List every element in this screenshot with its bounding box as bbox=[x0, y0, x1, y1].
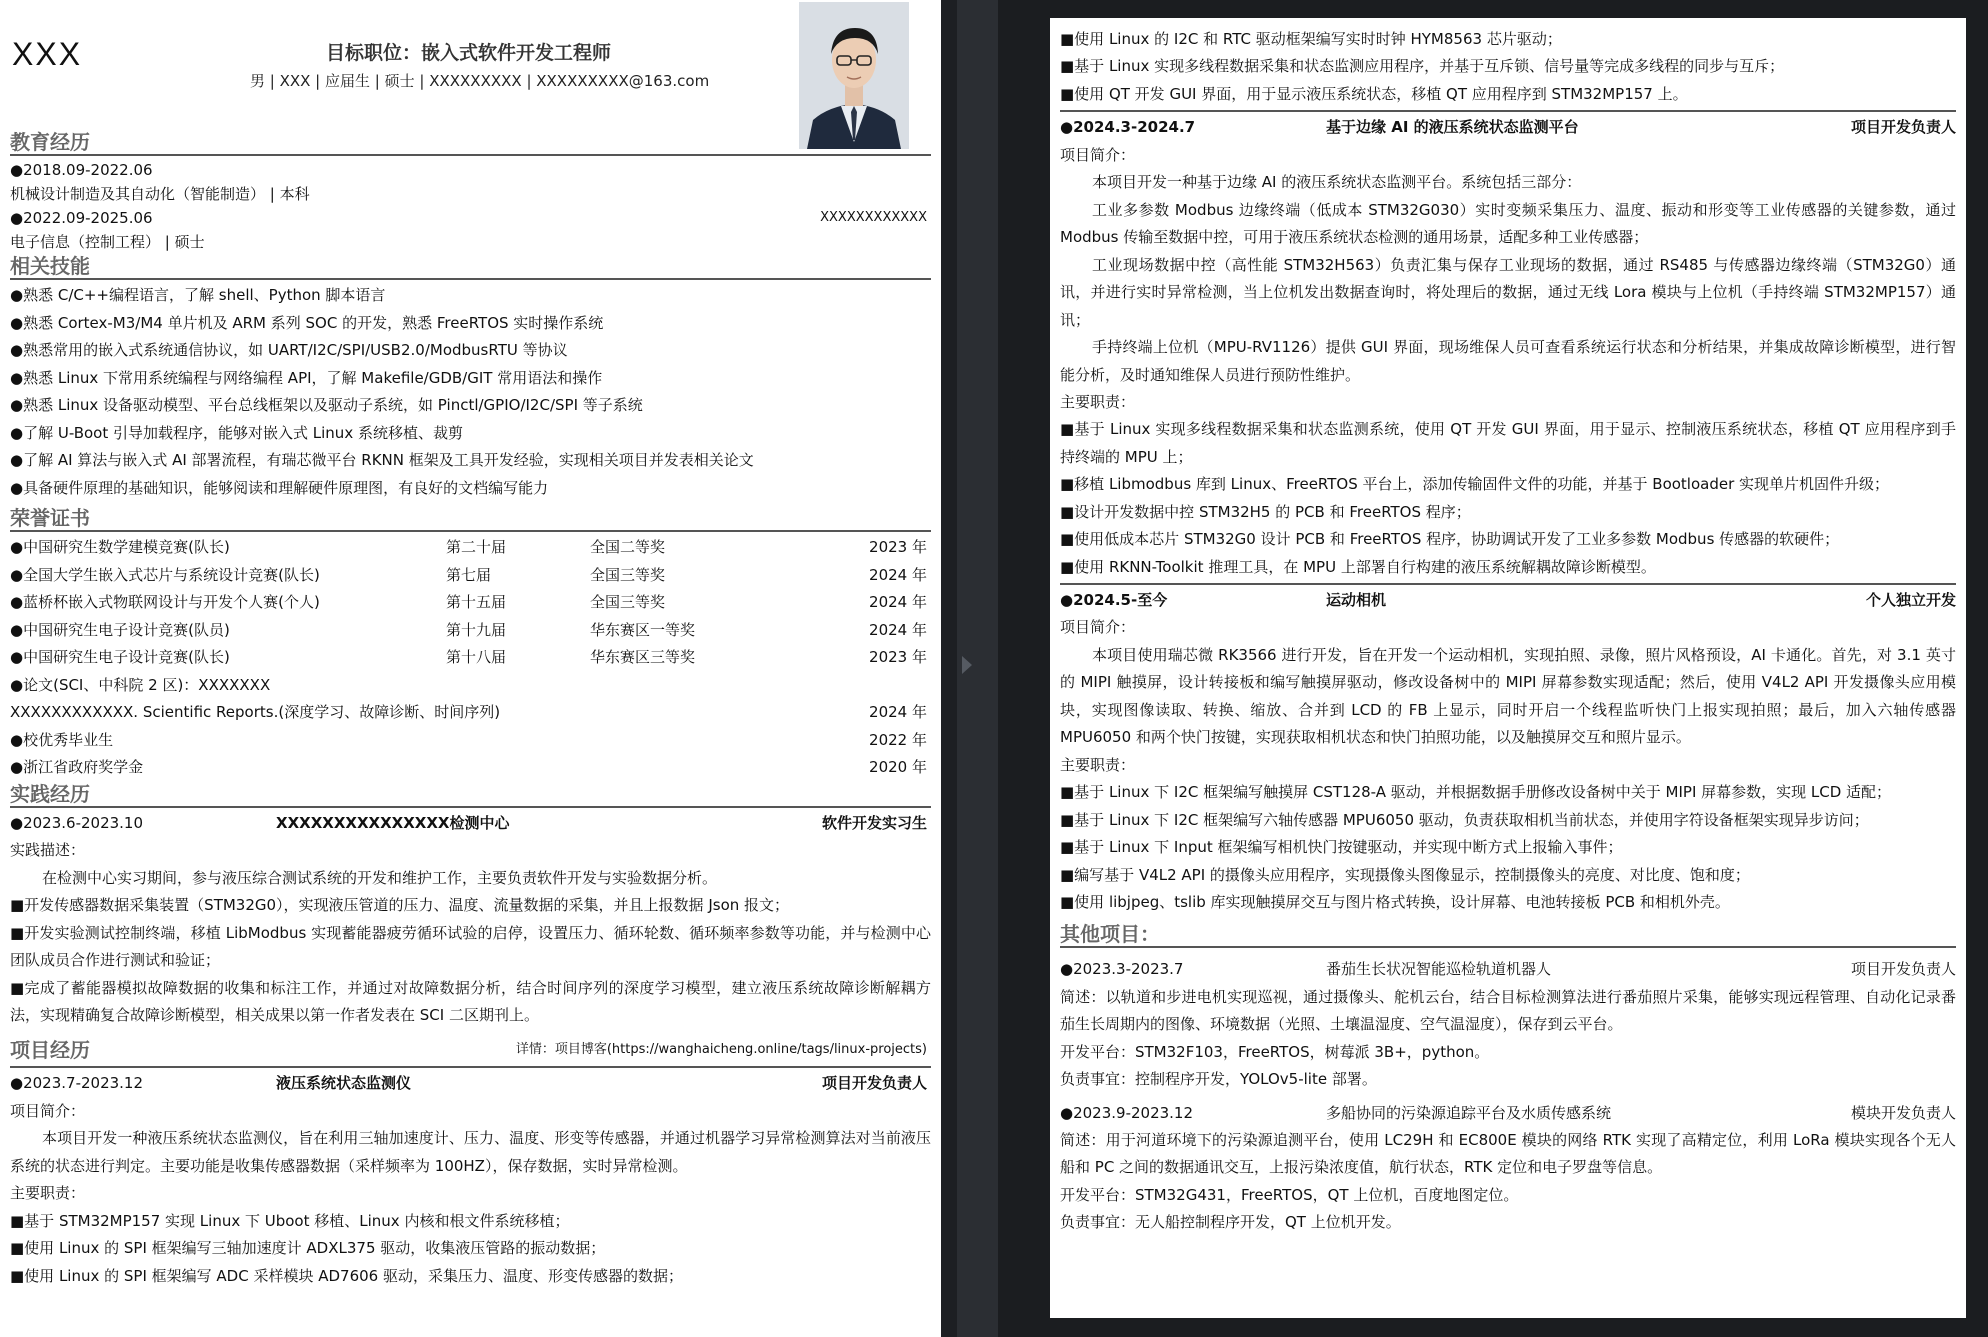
project-role: 项目开发负责人 bbox=[821, 1074, 927, 1092]
project-period: ●2024.3-2024.7 bbox=[1060, 118, 1196, 137]
divider bbox=[10, 806, 931, 808]
project-role: 个人独立开发 bbox=[1865, 591, 1956, 610]
education-major-1: 机械设计制造及其自动化（智能制造） | 本科 bbox=[10, 185, 310, 203]
honor-name: ●中国研究生电子设计竞赛(队长) bbox=[10, 648, 230, 666]
skills-section-title: 相关技能 bbox=[10, 254, 90, 278]
other-project-name: 番茄生长状况智能巡检轨道机器人 bbox=[1326, 960, 1552, 979]
project-duty: ■使用 Linux 的 SPI 框架编写三轴加速度计 ADXL375 驱动，收集液压管路的振动数据； bbox=[10, 1239, 606, 1257]
divider bbox=[1060, 583, 1956, 585]
skill-item: ●具备硬件原理的基础知识，能够阅读和理解硬件原理图，有良好的文档编写能力 bbox=[10, 478, 549, 497]
paper-heading: ●论文(SCI、中科院 2 区)：XXXXXXX bbox=[10, 675, 271, 694]
honor-row bbox=[10, 754, 931, 782]
project-duty: ■基于 Linux 下 Input 框架编写相机快门按键驱动，并实现中断方式上报输入事件； bbox=[1060, 838, 1623, 857]
honor-year: 2022 年 bbox=[869, 730, 927, 749]
project-duty: ■编写基于 V4L2 API 的摄像头应用程序，实现摄像头图像显示，控制摄像头的亮度、对比度、饱和度； bbox=[1060, 865, 1750, 884]
project-role: 项目开发负责人 bbox=[1850, 118, 1956, 137]
skill-item: ●了解 U-Boot 引导加载程序，能够对嵌入式 Linux 系统移植、裁剪 bbox=[10, 423, 463, 442]
project-intro: 本项目开发一种基于边缘 AI 的液压系统状态监测平台。系统包括三部分： bbox=[1092, 173, 1582, 192]
candidate-name: XXX bbox=[12, 36, 83, 72]
project-duty: ■使用低成本芯片 STM32G0 设计 PCB 和 FreeRTOS 程序，协助调试开发了工业多参数 Modbus 传感器的软硬件； bbox=[1060, 530, 1840, 549]
resume-page-2 bbox=[1050, 18, 1966, 1318]
honor-session: 第十九届 bbox=[446, 620, 507, 639]
other-project-header bbox=[1060, 956, 1956, 983]
target-position: 目标职位：嵌入式软件开发工程师 bbox=[326, 42, 612, 64]
project-intro-label: 项目简介： bbox=[1060, 145, 1136, 164]
honors-section-title: 荣誉证书 bbox=[10, 506, 90, 530]
practice-org: XXXXXXXXXXXXXXX检测中心 bbox=[276, 813, 510, 832]
practice-desc-label: 实践描述： bbox=[10, 841, 86, 859]
practice-desc: 在检测中心实习期间，参与液压综合测试系统的开发和维护工作，主要负责软件开发与实验数据分析。 bbox=[42, 868, 718, 887]
project-duty: ■使用 Linux 的 I2C 和 RTC 驱动框架编写实时时钟 HYM8563 芯片驱动； bbox=[1060, 30, 1562, 48]
project-intro: 本项目开发一种液压系统状态监测仪，旨在利用三轴加速度计、压力、温度、形变等传感器，并通过机器学习异常检测算法对当前液压系统的状态进行判定。主要功能是收集传感器数据（采样频率为 100HZ），保存数据，实时异常检测。 bbox=[10, 1129, 931, 1175]
honor-year: 2020 年 bbox=[869, 758, 927, 776]
project-duty: ■基于 Linux 实现多线程数据采集和状态监测系统，使用 QT 开发 GUI 界面，用于显示、控制液压系统状态，移植 QT 应用程序到手持终端的 MPU 上； bbox=[1060, 420, 1956, 466]
practice-bullet: ■开发传感器数据采集装置（STM32G0），实现液压管道的压力、温度、流量数据的采集，并且上报数据 Json 报文； bbox=[10, 896, 790, 914]
other-project-summary: 简述：以轨道和步进电机实现巡视，通过摄像头、舵机云台，结合目标检测算法进行番茄照片采集，能够实现远程管理、自动化记录番茄生长周期内的图像、环境数据（光照、土壤温湿度、空气温湿度），保存到云平台。 bbox=[1060, 987, 1956, 1034]
divider bbox=[1060, 946, 1956, 948]
projects-section-title: 项目经历 bbox=[10, 1037, 90, 1062]
divider bbox=[10, 278, 931, 280]
skill-item: ●熟悉 C/C++编程语言，了解 shell、Python 脚本语言 bbox=[10, 286, 386, 304]
project-duty: ■基于 Linux 下 I2C 框架编写六轴传感器 MPU6050 驱动，负责获取相机当前状态，并使用字符设备框架实现异步访问； bbox=[1060, 810, 1869, 829]
project-intro: 本项目使用瑞芯微 RK3566 进行开发，旨在开发一个运动相机，实现拍照、录像，照片风格预设，AI 卡通化。首先，对 3.1 英寸的 MIPI 触摸屏，设计转接板和编写触摸屏驱动，修改设备树中的 MIPI 屏幕参数实现适配；然后，使用 V4L2 API 开发摄像头应用模块，实现图像读取、转换、缩放、合并到 LCD 的 FB 上显示，同时开启一个线程监听快门上报实现拍照；最后，加入六轴传感器 MPU6050 和两个快门按键，实现获取相机状态和快门拍照功能，以及触摸屏交互和照片显示。 bbox=[1060, 645, 1956, 747]
divider bbox=[10, 154, 931, 156]
other-project-period: ●2023.3-2023.7 bbox=[1060, 960, 1184, 979]
practice-header bbox=[10, 810, 931, 838]
viewer-dark-backdrop bbox=[998, 0, 1988, 1337]
project-duty: ■设计开发数据中控 STM32H5 的 PCB 和 FreeRTOS 程序； bbox=[1060, 502, 1471, 521]
project-intro-label: 项目简介： bbox=[10, 1101, 86, 1120]
practice-period: ●2023.6-2023.10 bbox=[10, 813, 144, 832]
project-duty: ■基于 Linux 下 I2C 框架编写触摸屏 CST128-A 驱动，并根据数据手册修改设备树中关于 MIPI 屏幕参数，实现 LCD 适配； bbox=[1060, 783, 1892, 802]
project-duty-label: 主要职责： bbox=[10, 1184, 86, 1202]
honor-award: 华东赛区三等奖 bbox=[590, 648, 696, 666]
other-project-duty: 负责事宜：控制程序开发，YOLOv5-lite 部署。 bbox=[1060, 1070, 1377, 1089]
honor-session: 第二十届 bbox=[446, 538, 507, 556]
honor-row bbox=[10, 644, 931, 672]
honor-row bbox=[10, 562, 931, 590]
skill-item: ●了解 AI 算法与嵌入式 AI 部署流程，有瑞芯微平台 RKNN 框架及工具开发经验，实现相关项目并发表相关论文 bbox=[10, 451, 754, 469]
project-header bbox=[1060, 587, 1956, 614]
project-header bbox=[1060, 114, 1956, 141]
honor-award: 全国二等奖 bbox=[590, 538, 666, 556]
honor-name: ●中国研究生电子设计竞赛(队员) bbox=[10, 620, 230, 639]
profile-photo bbox=[799, 2, 909, 149]
project-intro: 工业多参数 Modbus 边缘终端（低成本 STM32G030）实时变频采集压力、温度、振动和形变等工业传感器的关键参数，通过 Modbus 传输至数据中控，可用于液压系统状态检测的通用场景，适配多种工业传感器； bbox=[1060, 200, 1956, 247]
divider bbox=[10, 530, 931, 532]
education-school-2: XXXXXXXXXXXX bbox=[820, 210, 927, 225]
project-period: ●2023.7-2023.12 bbox=[10, 1074, 144, 1092]
project-name: 基于边缘 AI 的液压系统状态监测平台 bbox=[1326, 118, 1579, 137]
projects-title-row bbox=[10, 1034, 931, 1067]
divider bbox=[10, 1066, 931, 1068]
education-period-1: ●2018.09-2022.06 bbox=[10, 161, 153, 179]
education-section-title: 教育经历 bbox=[10, 130, 90, 154]
project-duty-label: 主要职责： bbox=[1060, 393, 1136, 412]
honor-name: ●浙江省政府奖学金 bbox=[10, 758, 144, 776]
honor-name: ●校优秀毕业生 bbox=[10, 730, 114, 749]
project-blog-link[interactable]: 详情：项目博客(https://wanghaicheng.online/tags/linux-projects) bbox=[515, 1041, 927, 1057]
project-intro-label: 项目简介： bbox=[1060, 618, 1136, 637]
other-project-name: 多船协同的污染源追踪平台及水质传感系统 bbox=[1326, 1103, 1612, 1122]
project-duty: ■使用 QT 开发 GUI 界面，用于显示液压系统状态，移植 QT 应用程序到 STM32MP157 上。 bbox=[1060, 84, 1688, 103]
honor-year: 2023 年 bbox=[869, 648, 927, 666]
honor-row bbox=[10, 534, 931, 562]
project-duty: ■使用 libjpeg、tslib 库实现触摸屏交互与图片格式转换，设计屏幕、电池转接板 PCB 和相机外壳。 bbox=[1060, 892, 1730, 911]
paper-year: 2024 年 bbox=[869, 703, 927, 721]
honor-session: 第十五届 bbox=[446, 593, 507, 611]
honor-award: 华东赛区一等奖 bbox=[590, 620, 696, 639]
other-project-role: 项目开发负责人 bbox=[1850, 960, 1956, 979]
other-project-header bbox=[1060, 1100, 1956, 1127]
honor-row bbox=[10, 727, 931, 755]
honor-year: 2023 年 bbox=[869, 538, 927, 556]
project-intro: 手持终端上位机（MPU-RV1126）提供 GUI 界面，现场维保人员可查看系统运行状态和分析结果，并集成故障诊断模型，进行智能分析，及时通知维保人员进行预防性维护。 bbox=[1060, 338, 1956, 384]
honor-award: 全国三等奖 bbox=[590, 565, 666, 584]
project-duty: ■基于 STM32MP157 实现 Linux 下 Uboot 移植、Linux 内核和根文件系统移植； bbox=[10, 1211, 570, 1230]
other-project-platform: 开发平台：STM32G431，FreeRTOS，QT 上位机，百度地图定位。 bbox=[1060, 1185, 1519, 1204]
project-period: ●2024.5-至今 bbox=[1060, 591, 1168, 610]
practice-role: 软件开发实习生 bbox=[821, 813, 927, 832]
honor-year: 2024 年 bbox=[869, 620, 927, 639]
skill-item: ●熟悉 Cortex-M3/M4 单片机及 ARM 系列 SOC 的开发，熟悉 FreeRTOS 实时操作系统 bbox=[10, 313, 604, 332]
other-project-role: 模块开发负责人 bbox=[1850, 1103, 1956, 1122]
project-header bbox=[10, 1070, 931, 1098]
honor-award: 全国三等奖 bbox=[590, 593, 666, 611]
other-project-period: ●2023.9-2023.12 bbox=[1060, 1103, 1194, 1122]
honor-year: 2024 年 bbox=[869, 593, 927, 611]
skill-item: ●熟悉常用的嵌入式系统通信协议，如 UART/I2C/SPI/USB2.0/ModbusRTU 等协议 bbox=[10, 341, 568, 359]
paper-row bbox=[10, 699, 931, 727]
education-entry-2 bbox=[10, 206, 931, 230]
project-name: 运动相机 bbox=[1326, 591, 1387, 610]
honor-row bbox=[10, 589, 931, 617]
honor-row bbox=[10, 617, 931, 645]
honor-name: ●全国大学生嵌入式芯片与系统设计竞赛(队长) bbox=[10, 565, 320, 584]
skill-item: ●熟悉 Linux 下常用系统编程与网络编程 API，了解 Makefile/GDB/GIT 常用语法和操作 bbox=[10, 368, 603, 387]
paper-citation: XXXXXXXXXXXX. Scientific Reports.(深度学习、故障诊断、时间序列) bbox=[10, 703, 501, 721]
project-duty: ■移植 Libmodbus 库到 Linux、FreeRTOS 平台上，添加传输固件文件的功能，并基于 Bootloader 实现单片机固件升级； bbox=[1060, 475, 1890, 494]
page-gutter bbox=[941, 0, 957, 1337]
honor-name: ●中国研究生数学建模竞赛(队长) bbox=[10, 538, 230, 556]
divider bbox=[1060, 110, 1956, 112]
project-duty-label: 主要职责： bbox=[1060, 755, 1136, 774]
honor-session: 第十八届 bbox=[446, 648, 507, 666]
contact-info: 男 | XXX | 应届生 | 硕士 | XXXXXXXXX | XXXXXXXXX@163.com bbox=[250, 72, 710, 90]
practice-bullet: ■开发实验测试控制终端，移植 LibModbus 实现蓄能器疲劳循环试验的启停，设置压力、循环轮数、循环频率参数等功能，并与检测中心团队成员合作进行测试和验证； bbox=[10, 923, 931, 969]
practice-bullet: ■完成了蓄能器模拟故障数据的收集和标注工作，并通过对故障数据分析，结合时间序列的深度学习模型，建立液压系统故障诊断解耦方法，实现精确复合故障诊断模型，相关成果以第一作者发表在 SCI 二区期刊上。 bbox=[10, 978, 931, 1024]
other-project-duty: 负责事宜：无人船控制程序开发，QT 上位机开发。 bbox=[1060, 1213, 1401, 1232]
education-period-2: ●2022.09-2025.06 bbox=[10, 209, 153, 227]
resume-page-1 bbox=[0, 0, 941, 1337]
other-projects-section-title: 其他项目： bbox=[1060, 922, 1160, 947]
other-project-summary: 简述：用于河道环境下的污染源追测平台，使用 LC29H 和 EC800E 模块的网络 RTK 实现了高精定位，利用 LoRa 模块实现各个无人船和 PC 之间的数据通讯交互，上报污染浓度值，航行状态，RTK 定位和电子罗盘等信息。 bbox=[1060, 1130, 1956, 1177]
practice-section-title: 实践经历 bbox=[10, 781, 90, 806]
project-duty: ■使用 Linux 的 SPI 框架编写 ADC 采样模块 AD7606 驱动，采集压力、温度、形变传感器的数据； bbox=[10, 1266, 683, 1285]
honor-session: 第七届 bbox=[446, 565, 492, 584]
honor-year: 2024 年 bbox=[869, 565, 927, 584]
other-project-platform: 开发平台：STM32F103，FreeRTOS，树莓派 3B+，python。 bbox=[1060, 1042, 1490, 1061]
education-major-2: 电子信息（控制工程） | 硕士 bbox=[10, 233, 205, 251]
skill-item: ●熟悉 Linux 设备驱动模型、平台总线框架以及驱动子系统，如 Pinctl/GPIO/I2C/SPI 等子系统 bbox=[10, 396, 643, 414]
project-duty: ■基于 Linux 实现多线程数据采集和状态监测应用程序，并基于互斥锁、信号量等完成多线程的同步与互斥； bbox=[1060, 57, 1785, 76]
next-page-arrow-icon[interactable] bbox=[962, 656, 972, 674]
honor-name: ●蓝桥杯嵌入式物联网设计与开发个人赛(个人) bbox=[10, 593, 320, 611]
project-name: 液压系统状态监测仪 bbox=[276, 1074, 412, 1092]
project-intro: 工业现场数据中控（高性能 STM32H563）负责汇集与保存工业现场的数据，通过 RS485 与传感器边缘终端（STM32G0）通讯，并进行实时异常检测，当上位机发出数据查询时，将处理后的数据，通过无线 Lora 模块与上位机（手持终端 STM32MP157）通讯； bbox=[1060, 255, 1956, 329]
project-duty: ■使用 RKNN-Toolkit 推理工具，在 MPU 上部署自行构建的液压系统解耦故障诊断模型。 bbox=[1060, 557, 1656, 576]
